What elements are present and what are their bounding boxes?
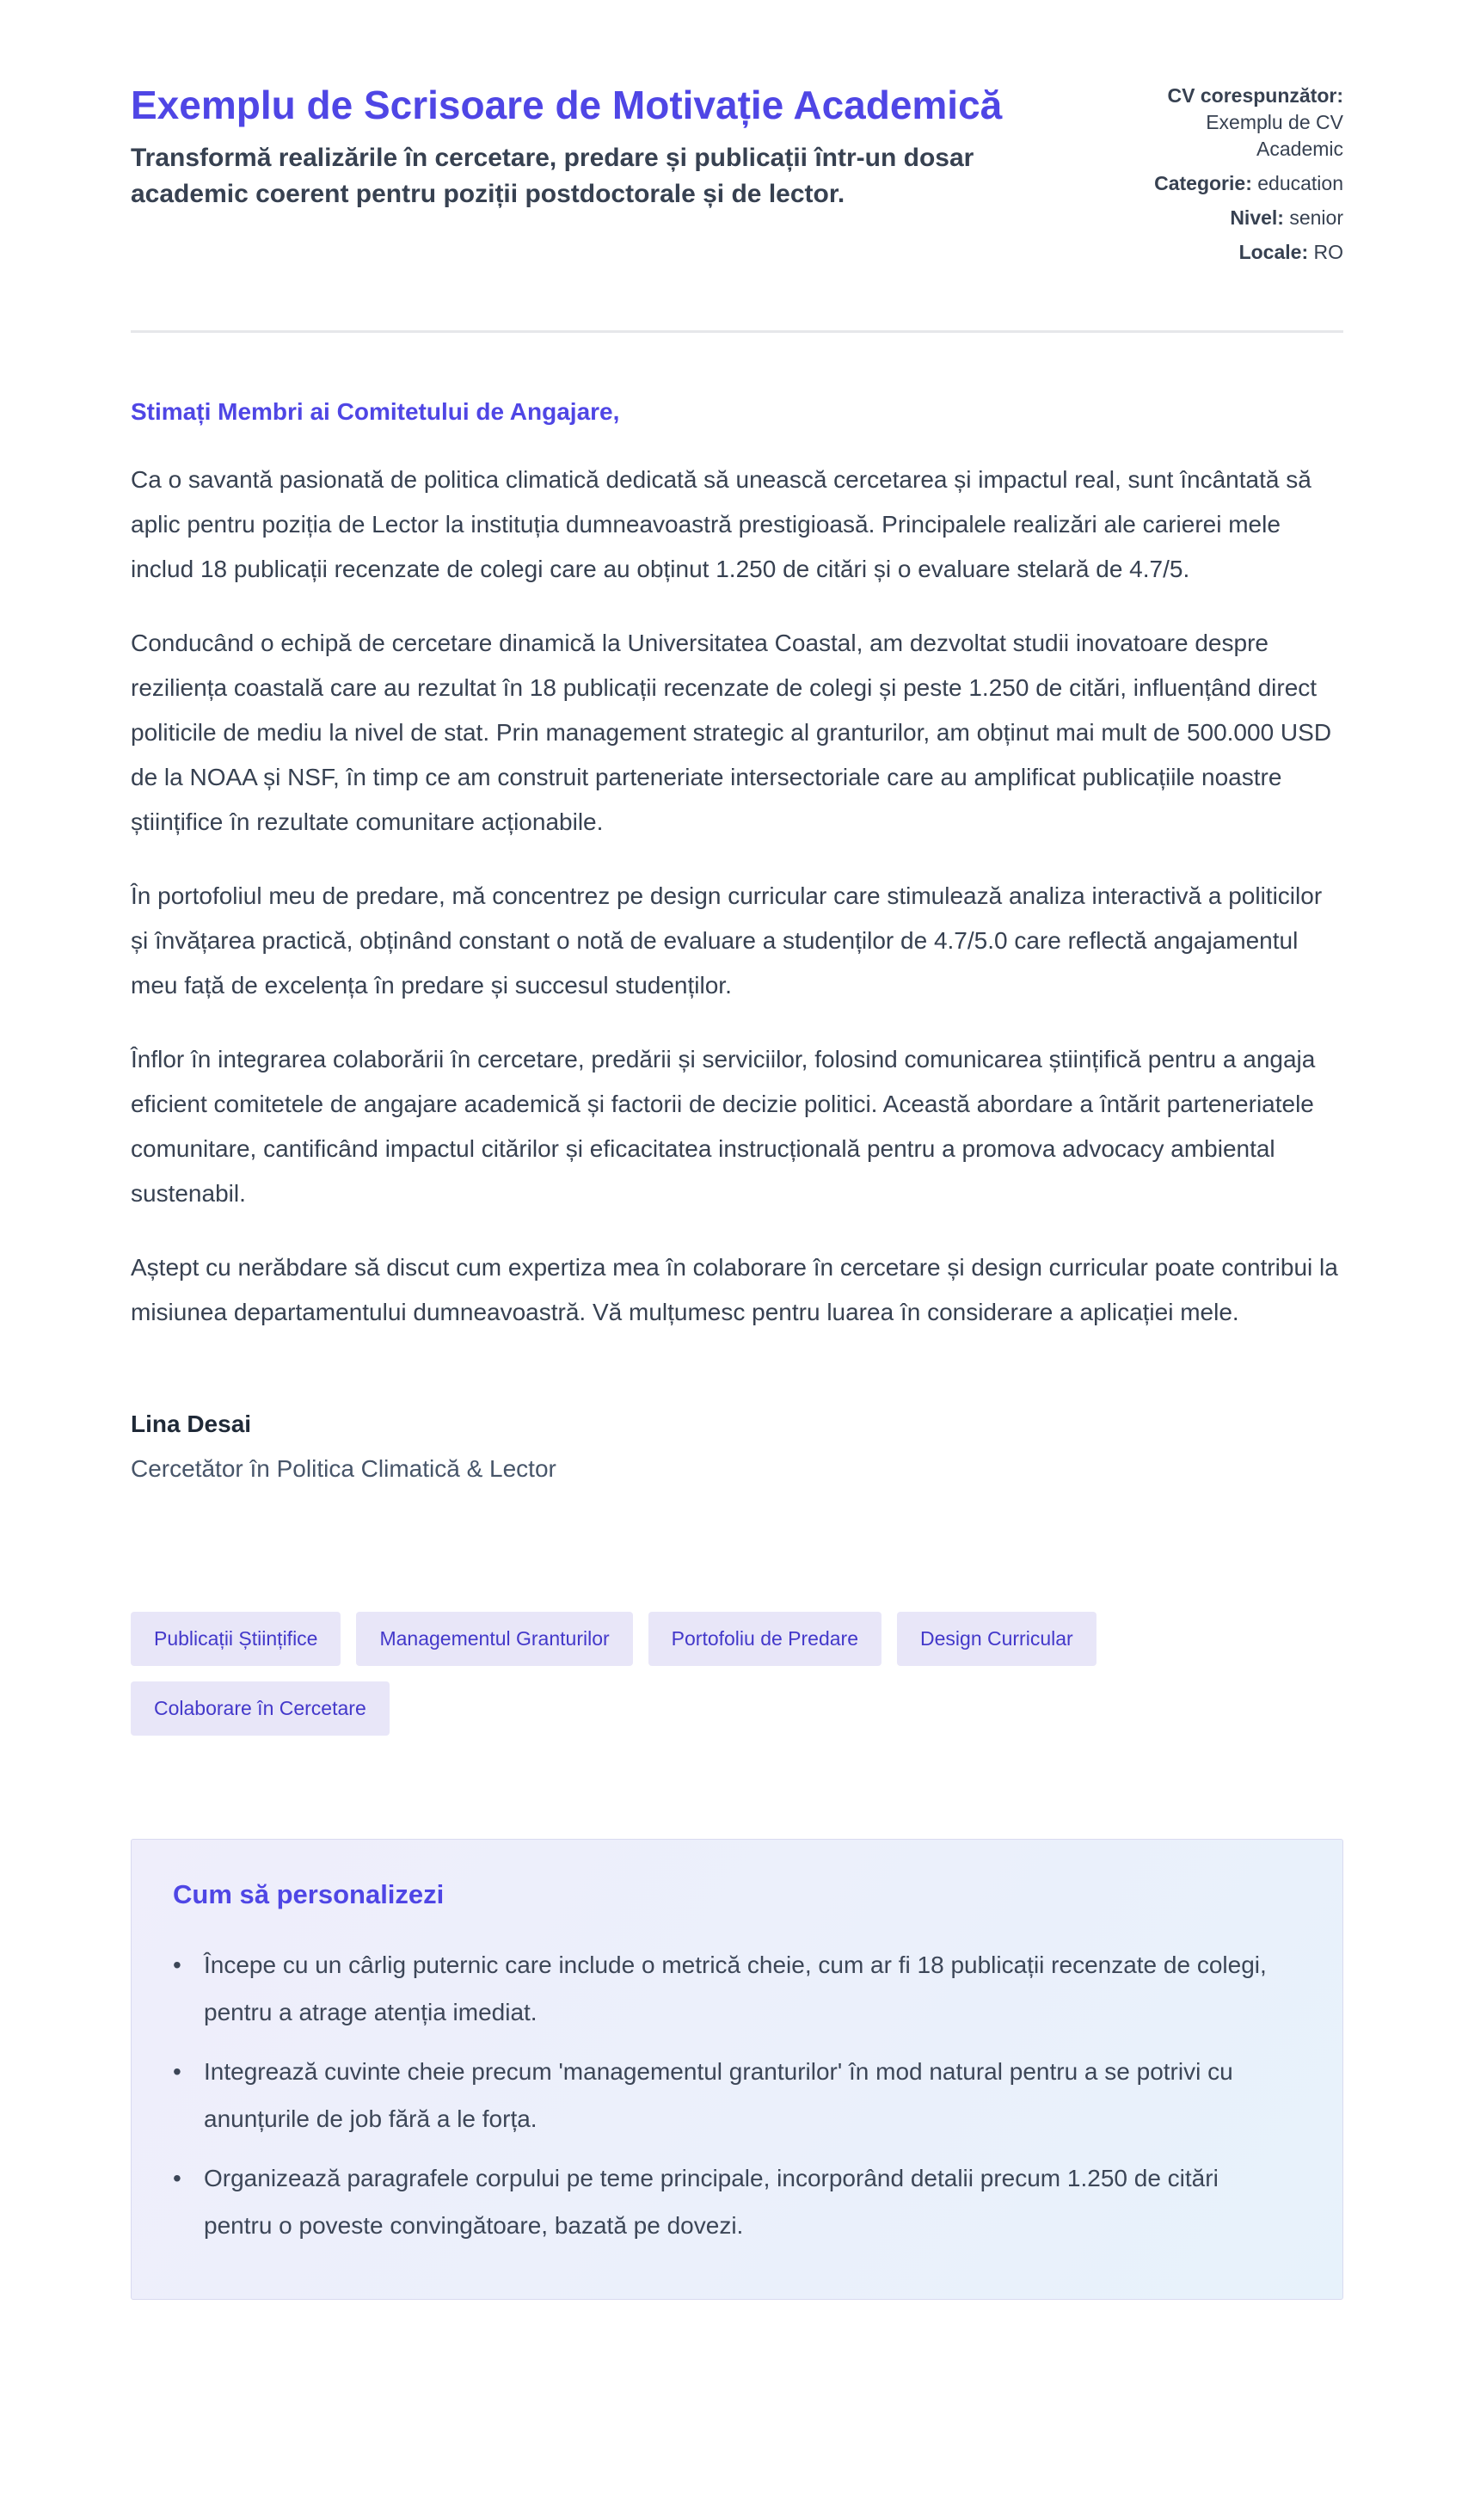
tips-title: Cum să personalizezi bbox=[173, 1879, 445, 1910]
page-header bbox=[131, 79, 1343, 274]
tag-chip-portofoliu-de-predare[interactable]: Portofoliu de Predare bbox=[648, 1612, 882, 1666]
meta-row-level bbox=[1135, 205, 1343, 231]
letter-body bbox=[131, 395, 1343, 1483]
tag-chip-publicatii-stiintifice[interactable]: Publicații Științifice bbox=[131, 1612, 341, 1666]
tip-text: Începe cu un cârlig puternic care include o metrică cheie, cum ar fi 18 publicații recenzate de colegi, pentru a atrage atenția imediat. bbox=[204, 1951, 1267, 2026]
meta-value: RO bbox=[1313, 241, 1343, 264]
tips-list bbox=[173, 1941, 1291, 2249]
bullet-icon: • bbox=[173, 2165, 181, 2192]
tag-chip-design-curricular[interactable]: Design Curricular bbox=[897, 1612, 1096, 1666]
customization-tips-box bbox=[131, 1839, 1343, 2300]
tip-item bbox=[173, 2154, 1291, 2249]
tip-text: Integrează cuvinte cheie precum 'managementul granturilor' în mod natural pentru a se potrivi cu anunțurile de job fără a le forța. bbox=[204, 2058, 1233, 2133]
letter-paragraph: Conducând o echipă de cercetare dinamică la Universitatea Coastal, am dezvoltat studii inovatoare despre reziliența coastală care au rezultat în 18 publicații recenzate de colegi și peste 1.250 de citări, influențând direct politicile de mediu la nivel de stat. Prin management strategic al granturilor, am obținut mai mult de 500.000 USD de la NOAA și NSF, în timp ce am construit parteneriate intersectoriale care au amplificat publicațiile noastre științifice în rezultate comunitare acționabile. bbox=[131, 630, 1332, 836]
tip-item bbox=[173, 2048, 1291, 2142]
meta-label: Categorie: bbox=[1154, 172, 1252, 195]
header-title-block bbox=[131, 79, 1025, 212]
meta-label: Nivel: bbox=[1230, 206, 1284, 230]
signature-role: Cercetător în Politica Climatică & Lector bbox=[131, 1455, 556, 1483]
letter-paragraph: În portofoliul meu de predare, mă concentrez pe design curricular care stimulează analiza interactivă a politicilor și învățarea practică, obținând constant o notă de evaluare a studenților de 4.7/5.0 care reflectă angajamentul meu față de excelența în predare și succesul studenților. bbox=[131, 882, 1323, 999]
letter-greeting: Stimați Membri ai Comitetului de Angajare, bbox=[131, 398, 620, 426]
letter-paragraph: Înflor în integrarea colaborării în cercetare, predării și serviciilor, folosind comunicarea științifică pentru a angaja eficient comitetele de angajare academică și factorii de decizie politici. Această abordare a întărit parteneriatele comunitare, cantificând impactul citărilor și eficacitatea instrucțională pentru a promova advocacy ambiental sustenabil. bbox=[131, 1046, 1316, 1208]
tag-list bbox=[131, 1612, 1163, 1736]
cv-meta-panel bbox=[1135, 79, 1343, 274]
bullet-icon: • bbox=[173, 2058, 181, 2086]
meta-row-category bbox=[1135, 170, 1343, 197]
meta-row-matching-cv bbox=[1135, 83, 1343, 163]
meta-value: education bbox=[1257, 172, 1343, 195]
signature-name: Lina Desai bbox=[131, 1411, 252, 1438]
page-title: Exemplu de Scrisoare de Motivație Academică bbox=[131, 83, 1003, 127]
meta-row-locale bbox=[1135, 239, 1343, 266]
tip-item bbox=[173, 1941, 1291, 2036]
meta-value: senior bbox=[1289, 206, 1343, 230]
letter-paragraph: Ca o savantă pasionată de politica climatică dedicată să unească cercetarea și impactul real, sunt încântată să aplic pentru poziția de Lector la instituția dumneavoastră prestigioasă. Principalele realizări ale carierei mele includ 18 publicații recenzate de colegi care au obținut 1.250 de citări și o evaluare stelară de 4.7/5. bbox=[131, 466, 1312, 583]
tag-chip-colaborare-in-cercetare[interactable]: Colaborare în Cercetare bbox=[131, 1681, 390, 1736]
page-subtitle: Transformă realizările în cercetare, predare și publicații într-un dosar academic coerent pentru poziții postdoctorale și de lector. bbox=[131, 144, 974, 209]
letter-paragraph: Aștept cu nerăbdare să discut cum expertiza mea în colaborare în cercetare și design curricular poate contribui la misiunea departamentului dumneavoastră. Vă mulțumesc pentru luarea în considerare a aplicației mele. bbox=[131, 1254, 1338, 1326]
tag-chip-managementul-granturilor[interactable]: Managementul Granturilor bbox=[356, 1612, 632, 1666]
tip-text: Organizează paragrafele corpului pe teme principale, incorporând detalii precum 1.250 de citări pentru o poveste convingătoare, bazată pe dovezi. bbox=[204, 2165, 1219, 2240]
meta-label: CV corespunzător: bbox=[1167, 84, 1343, 107]
header-divider bbox=[131, 330, 1343, 333]
meta-label: Locale: bbox=[1238, 241, 1309, 264]
bullet-icon: • bbox=[173, 1951, 181, 1979]
meta-value: Exemplu de CV Academic bbox=[1206, 111, 1343, 161]
